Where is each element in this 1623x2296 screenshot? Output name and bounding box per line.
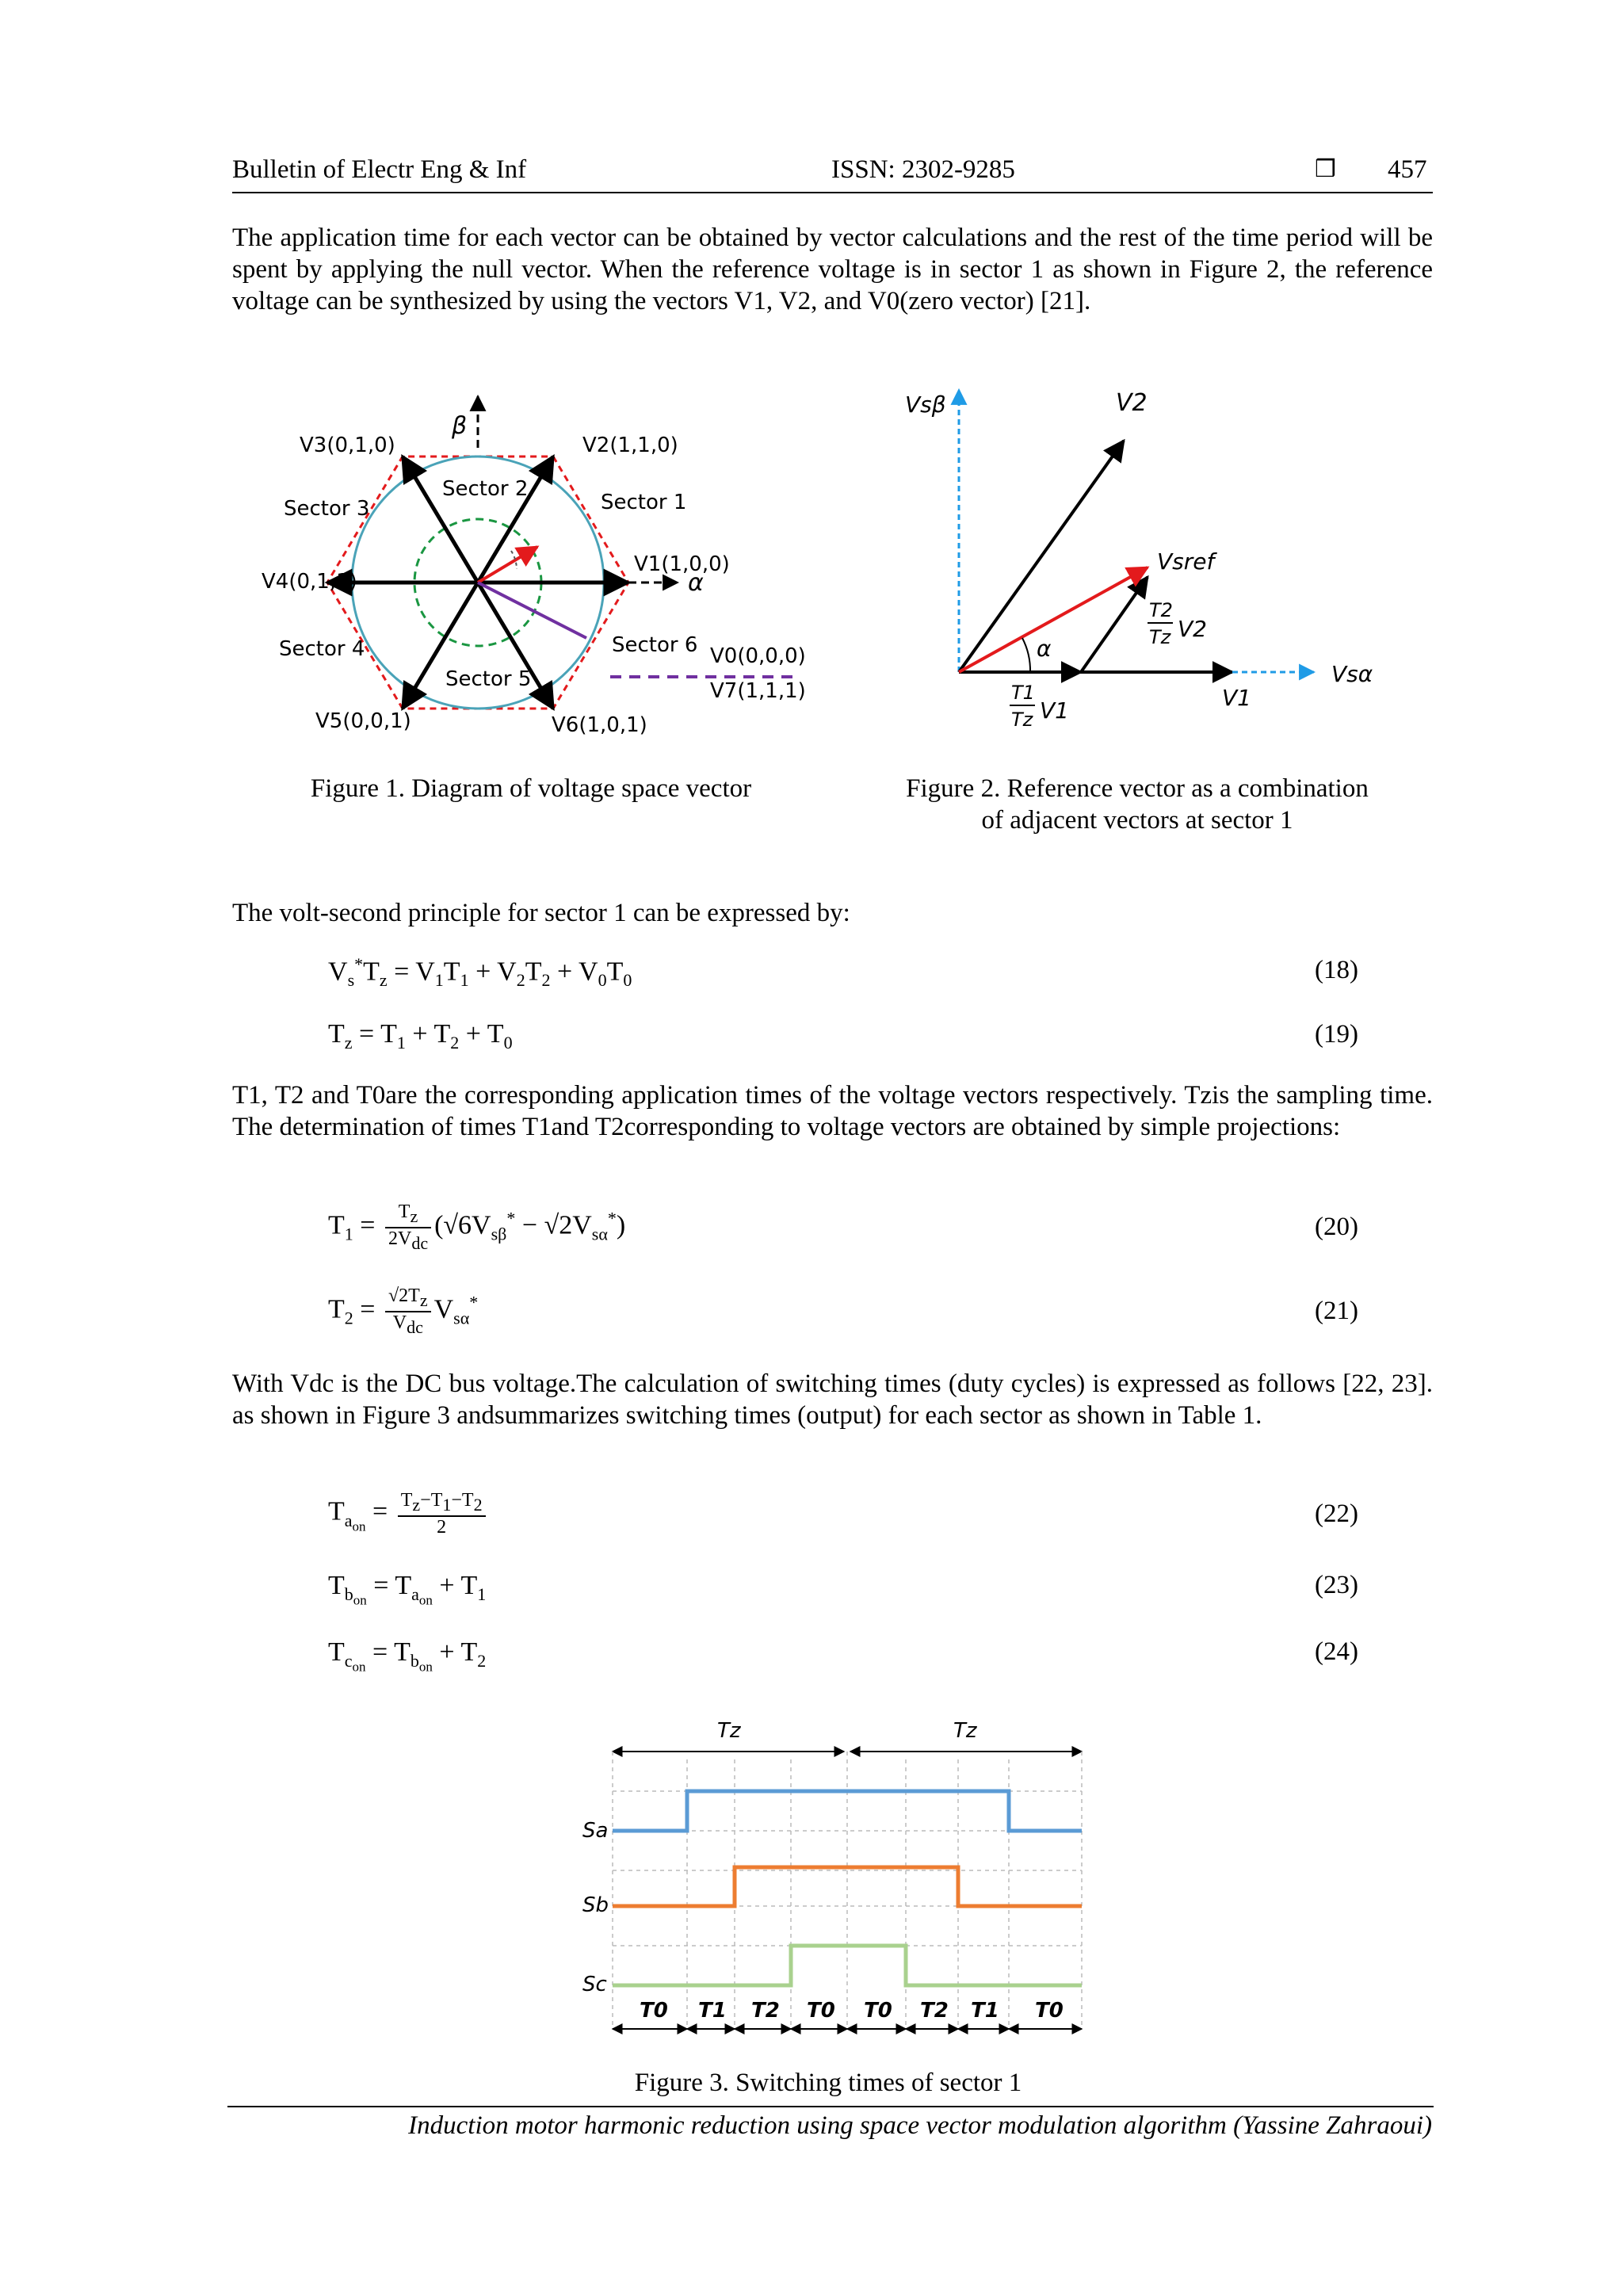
interval-label: T0 — [807, 1999, 835, 2023]
v2-label: V2 — [1116, 389, 1148, 417]
vsb-label: Vsβ — [905, 392, 946, 418]
v7-label: V7(1,1,1) — [710, 679, 806, 703]
sb-label: Sb — [582, 1893, 609, 1917]
v2-label: V2(1,1,0) — [582, 434, 678, 457]
equation-18: $V_s^*T_z = V_1T_1 + V_2T_2 + V_0T_0$ — [328, 954, 632, 991]
equation-22: $T_{a_{on}}$ = $\frac{T_z-T_1-T_2}{2}$ — [328, 1490, 489, 1538]
sector-3-label: Sector 3 — [284, 497, 370, 521]
beta-label: β — [452, 412, 468, 440]
figure-3-timing-diagram — [567, 1712, 1090, 2045]
paragraph-2: The volt-second principle for sector 1 can be expressed by: — [232, 899, 850, 927]
issn: ISSN: 2302-9285 — [831, 155, 1015, 184]
interval-label: T0 — [864, 1999, 892, 2023]
paragraph-1: The application time for each vector can be obtained by vector calculations and the rest of the time period will be spent by applying the null vector. When the reference voltage is in sector 1 as shown in Figure 2, the reference voltage can be synthesized by using the vectors V1, V2, and V0(zero vector) [21]. — [232, 223, 1433, 315]
interval-label: T0 — [640, 1999, 668, 2023]
footer-rule — [227, 2106, 1434, 2107]
v5-label: V5(0,0,1) — [315, 709, 411, 733]
equation-24: $T_{c_{on}} = T_{b_{on}} + T_2$ — [328, 1637, 487, 1675]
v4-label: V4(0,1,1) — [262, 570, 357, 594]
equation-20-number: (20) — [1315, 1213, 1358, 1241]
equation-18-number: (18) — [1315, 956, 1358, 984]
vsa-label: Vsα — [1331, 661, 1373, 687]
interval-label: T1 — [698, 1999, 727, 2023]
interval-label: T2 — [751, 1999, 780, 2023]
sc-label: Sc — [582, 1973, 607, 1996]
equation-20: $T_1$ = $\frac{T_z}{2V_{dc}}$ $(√6V_{s\beta}^* - √2V_{s\alpha}^*)$ — [328, 1201, 626, 1253]
interval-label: T2 — [920, 1999, 949, 2023]
sector-2-label: Sector 2 — [442, 477, 529, 501]
running-footer: Induction motor harmonic reduction using space vector modulation algorithm (Yassine Zahraoui) — [408, 2111, 1432, 2140]
equation-19-number: (19) — [1315, 1020, 1358, 1049]
v1-label: V1 — [1222, 685, 1251, 711]
equation-24-number: (24) — [1315, 1637, 1358, 1666]
svg-text:V2: V2 — [1178, 616, 1207, 642]
v1-label: V1(1,0,0) — [634, 552, 730, 576]
equation-23: $T_{b_{on}} = T_{a_{on}} + T_1$ — [328, 1571, 487, 1608]
figure-2-caption: Figure 2. Reference vector as a combination of adjacent vectors at sector 1 — [906, 774, 1369, 835]
figure-2-diagram — [896, 372, 1387, 745]
interval-label: T0 — [1035, 1999, 1064, 2023]
figure-3-caption: Figure 3. Switching times of sector 1 — [634, 2069, 1022, 2097]
paragraph-4: With Vdc is the DC bus voltage.The calculation of switching times (duty cycles) is expressed as follows [22, 23]. as shown in Figure 3 andsummarizes switching times (output) for each sector as shown in Table 1. — [232, 1370, 1433, 1430]
svg-text:Tz: Tz — [1149, 626, 1171, 648]
equation-21-number: (21) — [1315, 1297, 1358, 1325]
tz-left-label: Tz — [717, 1719, 741, 1743]
svg-text:T2: T2 — [1149, 599, 1173, 621]
equation-23-number: (23) — [1315, 1571, 1358, 1599]
checkbox-icon: ❒ — [1315, 155, 1336, 183]
figure-1-diagram — [238, 372, 824, 753]
svg-text:Tz: Tz — [1011, 709, 1033, 731]
svg-text:T1: T1 — [1011, 682, 1035, 704]
running-header — [232, 155, 1433, 193]
sa-label: Sa — [582, 1819, 609, 1843]
vsref-label: Vsref — [1157, 548, 1215, 575]
equation-19: $T_z = T_1 + T_2 + T_0$ — [328, 1019, 513, 1052]
alpha-label: α — [688, 569, 704, 597]
journal-name: Bulletin of Electr Eng & Inf — [232, 155, 527, 184]
sector-6-label: Sector 6 — [612, 633, 698, 657]
sector-1-label: Sector 1 — [601, 491, 687, 514]
figure-1-caption: Figure 1. Diagram of voltage space vector — [310, 774, 752, 803]
equation-22-number: (22) — [1315, 1499, 1358, 1528]
tz-right-label: Tz — [953, 1719, 977, 1743]
v6-label: V6(1,0,1) — [552, 713, 647, 737]
sector-5-label: Sector 5 — [445, 667, 532, 691]
alpha-label: α — [1037, 636, 1052, 662]
paragraph-3: T1, T2 and T0are the corresponding application times of the voltage vectors respectively. Tzis the sampling time. The determination of times T1and T2corresponding to voltage vectors are obtained by simple projections: — [232, 1081, 1433, 1141]
svg-text:V1: V1 — [1040, 697, 1069, 724]
interval-label: T1 — [971, 1999, 999, 2023]
equation-21: $T_2$ = $\frac{√2T_z}{V_{dc}}$ $V_{s\alpha}^*$ — [328, 1286, 479, 1337]
page-number: 457 — [1388, 155, 1427, 184]
sector-4-label: Sector 4 — [279, 637, 365, 661]
v3-label: V3(0,1,0) — [300, 434, 395, 457]
v0-label: V0(0,0,0) — [710, 644, 806, 668]
